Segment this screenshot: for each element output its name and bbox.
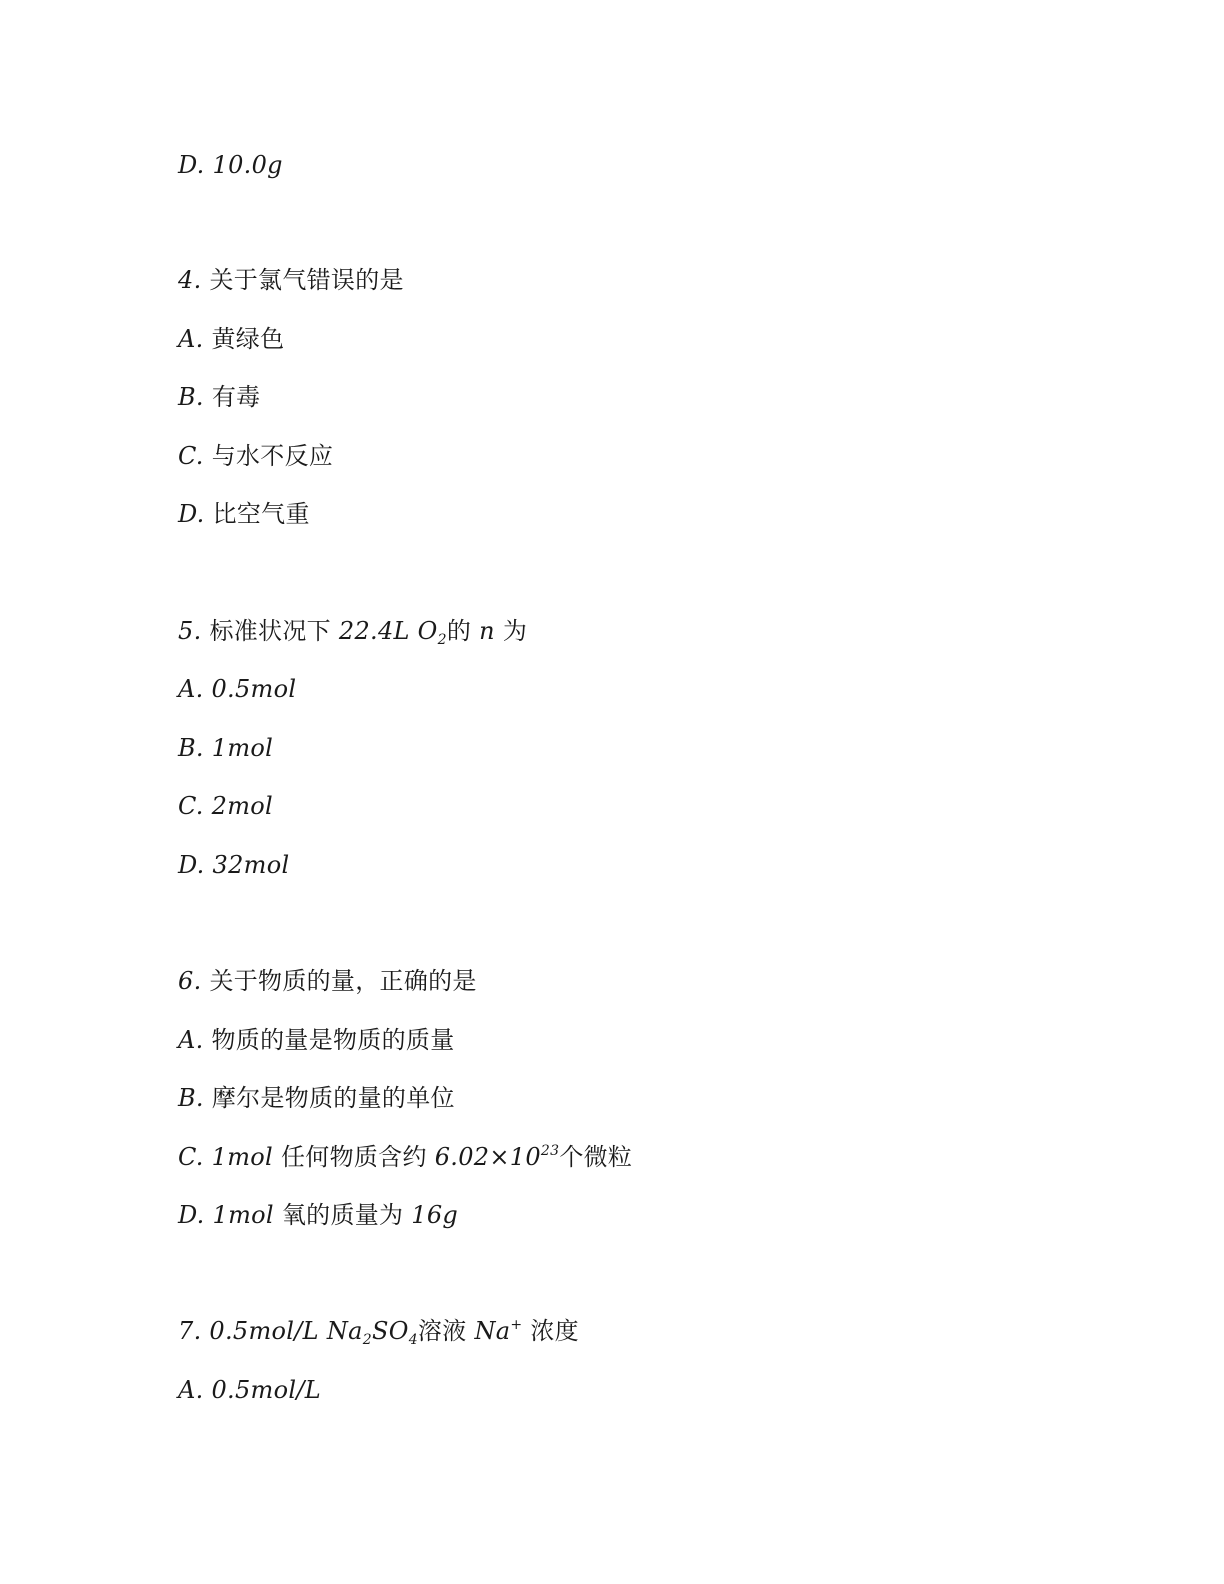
q6-option-a bbox=[178, 1025, 455, 1055]
q7-stem bbox=[178, 1316, 579, 1346]
q6-option-a-text: 物质的量是物质的质量 bbox=[211, 1026, 455, 1054]
q4-option-a bbox=[178, 324, 284, 354]
q3-option-d-text: D. 10.0g bbox=[178, 151, 283, 179]
q5-option-d bbox=[178, 850, 289, 880]
q7-sodium: Na bbox=[474, 1317, 511, 1345]
q6-stem-text: 关于物质的量，正确的是 bbox=[209, 967, 477, 995]
q5-stem-text-3: 的 bbox=[446, 617, 472, 645]
q4-stem bbox=[178, 265, 404, 295]
q5-subscript: 2 bbox=[437, 632, 447, 648]
q4-option-b-label: B. bbox=[178, 383, 204, 411]
q4-number: 4. bbox=[178, 266, 202, 294]
q4-option-c bbox=[178, 441, 333, 471]
q5-option-b-text: B. 1mol bbox=[178, 734, 274, 762]
q5-number: 5. bbox=[178, 617, 202, 645]
q4-option-a-label: A. bbox=[178, 325, 204, 353]
q5-stem-text-2: 22.4L O bbox=[338, 617, 438, 645]
q6-option-c-label: C. 1mol bbox=[178, 1143, 274, 1171]
q6-stem bbox=[178, 966, 477, 996]
q4-option-b bbox=[178, 382, 260, 412]
q6-option-c-text-1: 任何物质含约 bbox=[280, 1143, 427, 1171]
q3-option-d bbox=[178, 150, 283, 180]
q5-stem bbox=[178, 616, 527, 646]
q6-option-d-value: 16g bbox=[411, 1201, 459, 1229]
q6-option-b-label: B. bbox=[178, 1084, 204, 1112]
q6-option-b bbox=[178, 1083, 455, 1113]
q5-option-d-text: D. 32mol bbox=[178, 851, 290, 879]
q4-option-d-label: D. bbox=[178, 500, 205, 528]
q6-option-c-number: 6.02×10 bbox=[434, 1143, 541, 1171]
q7-stem-prefix: 7. 0.5mol/L Na bbox=[178, 1317, 363, 1345]
q5-option-c bbox=[178, 791, 273, 821]
q5-option-c-text: C. 2mol bbox=[178, 792, 274, 820]
q4-option-c-label: C. bbox=[178, 442, 204, 470]
q4-option-b-text: 有毒 bbox=[211, 383, 261, 411]
q6-option-d-text: 氧的质量为 bbox=[281, 1201, 404, 1229]
q7-option-a-text: A. 0.5mol/L bbox=[178, 1376, 321, 1404]
q7-stem-text-2: 浓度 bbox=[530, 1317, 579, 1345]
q5-stem-text-5: 为 bbox=[502, 617, 528, 645]
q7-stem-text-1: 溶液 bbox=[417, 1317, 467, 1345]
q7-option-a bbox=[178, 1375, 321, 1405]
q6-option-d bbox=[178, 1200, 458, 1230]
q4-option-d bbox=[178, 499, 310, 529]
q5-option-a-text: A. 0.5mol bbox=[178, 675, 297, 703]
q6-option-b-text: 摩尔是物质的量的单位 bbox=[211, 1084, 455, 1112]
q5-option-a bbox=[178, 674, 296, 704]
q7-subscript-1: 2 bbox=[362, 1332, 372, 1348]
q7-sulfate: SO bbox=[371, 1317, 409, 1345]
q6-option-c-exponent: 23 bbox=[540, 1143, 560, 1159]
q7-superscript: + bbox=[510, 1317, 523, 1333]
q4-option-a-text: 黄绿色 bbox=[211, 325, 285, 353]
q5-stem-text-1: 标准状况下 bbox=[209, 617, 331, 645]
q6-number: 6. bbox=[178, 967, 202, 995]
q4-option-d-text: 比空气重 bbox=[212, 500, 310, 528]
q7-subscript-2: 4 bbox=[408, 1332, 418, 1348]
q4-option-c-text: 与水不反应 bbox=[211, 442, 334, 470]
q6-option-a-label: A. bbox=[178, 1026, 204, 1054]
q6-option-c-text-2: 个微粒 bbox=[559, 1143, 633, 1171]
q6-option-d-label: D. 1mol bbox=[178, 1201, 274, 1229]
q6-option-c bbox=[178, 1142, 632, 1172]
q4-stem-text: 关于氯气错误的是 bbox=[209, 266, 404, 294]
q5-stem-text-4: n bbox=[479, 617, 495, 645]
q5-option-b bbox=[178, 733, 273, 763]
